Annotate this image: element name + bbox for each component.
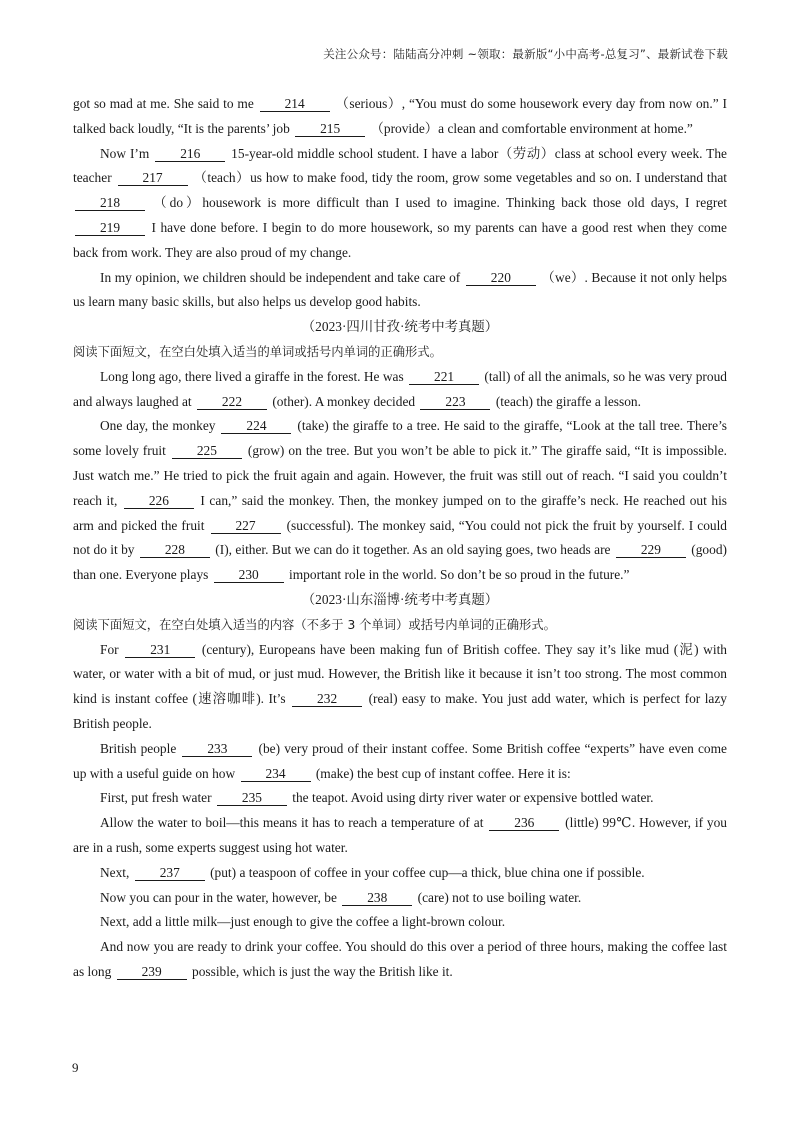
text-segment: （2023·四川甘孜·统考中考真题） (301, 319, 499, 335)
text-segment: I can,” said the monkey. Then, the monkey jumped on to the giraffe’s neck. He reached out his arm and picked the fruit (73, 492, 728, 533)
blank-226[interactable]: 226 (124, 494, 194, 509)
text-segment: And now you are ready to drink your coffee. You should do this over a period of three hours, making the coffee last as long (73, 939, 727, 979)
text-segment: (teach) the giraffe a lesson. (492, 393, 641, 409)
blank-220[interactable]: 220 (466, 271, 536, 286)
blank-215[interactable]: 215 (295, 122, 365, 137)
passage-paragraph (73, 266, 727, 316)
text-segment: (care) not to use boiling water. (414, 889, 582, 905)
passage-paragraph (73, 861, 727, 886)
blank-238[interactable]: 238 (342, 891, 412, 906)
text-segment: Now you can pour in the water, however, be (100, 889, 341, 905)
text-segment: First, put fresh water (100, 790, 215, 806)
passage-paragraph (73, 365, 727, 415)
passage-paragraph (73, 638, 727, 737)
text-segment: （do）housework is more difficult than I used to imagine. Thinking back those old days, I regret (147, 195, 727, 211)
text-segment: (other). A monkey decided (268, 393, 419, 409)
text-segment: (make) the best cup of instant coffee. Here it is: (312, 765, 571, 781)
blank-214[interactable]: 214 (260, 97, 330, 112)
blank-229[interactable]: 229 (616, 543, 686, 558)
question-source (73, 588, 727, 613)
text-segment: 阅读下面短文，在空白处填入适当的内容（不多于 3 个单词）或括号内单词的正确形式。 (73, 617, 556, 632)
text-segment: (tall) of all the animals, so he was very proud and always laughed at (73, 368, 727, 409)
text-segment: (be) very proud of their instant coffee. Some British coffee “experts” have even come up with a useful guide on how (73, 740, 727, 781)
text-segment: （serious）, “You must do some housework every day from now on.” I talked back loudly, “It is the parents’ job (73, 96, 727, 136)
text-segment: (little) 99℃. However, if you are in a rush, some experts suggest using hot water. (73, 815, 728, 855)
document-body (73, 92, 727, 985)
text-segment: （teach）us how to make food, tidy the room, grow some vegetables and so on. I understand that (189, 170, 727, 186)
blank-219[interactable]: 219 (75, 221, 145, 236)
passage-paragraph (73, 935, 727, 985)
text-segment: Long long ago, there lived a giraffe in the forest. He was (100, 368, 408, 384)
text-segment: British people (100, 740, 181, 756)
passage-paragraph (73, 414, 727, 588)
blank-235[interactable]: 235 (217, 791, 287, 806)
text-segment: 15-year-old middle school student. I have a labor（劳动）class at school every week. The teacher (73, 145, 727, 186)
blank-224[interactable]: 224 (221, 419, 291, 434)
passage-paragraph (73, 92, 727, 142)
passage-paragraph (73, 142, 727, 266)
text-segment: (put) a teaspoon of coffee in your coffee cup—a thick, blue china one if possible. (206, 864, 645, 880)
text-segment: Allow the water to boil—this means it has to reach a temperature of at (100, 815, 488, 831)
blank-223[interactable]: 223 (420, 395, 490, 410)
text-segment: Next, add a little milk—just enough to give the coffee a light-brown colour. (100, 914, 506, 930)
text-segment: got so mad at me. She said to me (73, 96, 258, 111)
text-segment: (I), either. But we can do it together. As an old saying goes, two heads are (211, 542, 614, 558)
text-segment: (real) easy to make. You just add water, which is perfect for lazy British people. (73, 691, 728, 731)
blank-218[interactable]: 218 (75, 196, 145, 211)
blank-232[interactable]: 232 (292, 692, 362, 707)
page-number: 9 (72, 1060, 79, 1075)
blank-228[interactable]: 228 (140, 543, 210, 558)
blank-234[interactable]: 234 (241, 767, 311, 782)
page-header: 关注公众号：陆陆高分冲刺 ~领取：最新版“小中高考-总复习”、最新试卷下载 (323, 47, 728, 61)
blank-239[interactable]: 239 (117, 965, 187, 980)
text-segment: I have done before. I begin to do more housework, so my parents can have a good rest when they come back from work. They are also proud of my change. (73, 219, 727, 260)
text-segment: （2023·山东淄博·统考中考真题） (301, 591, 499, 607)
text-segment: the teapot. Avoid using dirty river water or expensive bottled water. (288, 790, 654, 806)
instruction-text (73, 613, 727, 638)
blank-233[interactable]: 233 (182, 742, 252, 757)
passage-paragraph (73, 737, 727, 787)
text-segment: Now I’m (100, 145, 154, 161)
passage-paragraph (73, 886, 727, 911)
text-segment: 阅读下面短文，在空白处填入适当的单词或括号内单词的正确形式。 (73, 344, 442, 359)
blank-230[interactable]: 230 (214, 568, 284, 583)
text-segment: (century), Europeans have been making fun of British coffee. They say it’s like mud (泥) with water, or water with a bit of mud, or just mud. However, the British like it because it isn’t too strong. The most common kind is instant coffee (速溶咖啡). It’s (73, 641, 727, 707)
text-segment: For (100, 641, 124, 657)
text-segment: （provide）a clean and comfortable environment at home.” (367, 120, 693, 136)
text-segment: （we）. Because it not only helps us learn many basic skills, but also helps us develop good habits. (73, 269, 727, 310)
text-segment: (good) than one. Everyone plays (73, 542, 727, 583)
blank-236[interactable]: 236 (489, 816, 559, 831)
blank-216[interactable]: 216 (155, 147, 225, 162)
blank-221[interactable]: 221 (409, 370, 479, 385)
passage-paragraph (73, 910, 727, 935)
text-segment: possible, which is just the way the British like it. (188, 963, 453, 979)
text-segment: (take) the giraffe to a tree. He said to the giraffe, “Look at the tall tree. There’s some lovely fruit (73, 418, 727, 459)
text-segment: (grow) on the tree. But you won’t be able to pick it.” The giraffe said, “It is impossible. Just watch me.” He tried to pick the fruit again and again. However, the fruit was still out of reach. “I said you couldn’t reach it, (73, 443, 727, 508)
text-segment: (successful). The monkey said, “You could not pick the fruit by yourself. I could not do it by (73, 517, 728, 558)
blank-237[interactable]: 237 (135, 866, 205, 881)
blank-227[interactable]: 227 (211, 519, 281, 534)
text-segment: Next, (100, 864, 133, 880)
passage-paragraph (73, 811, 727, 861)
question-source (73, 315, 727, 340)
passage-paragraph (73, 786, 727, 811)
text-segment: important role in the world. So don’t be so proud in the future.” (285, 567, 630, 583)
blank-225[interactable]: 225 (172, 444, 242, 459)
text-segment: One day, the monkey (100, 418, 220, 434)
blank-231[interactable]: 231 (125, 643, 195, 658)
instruction-text (73, 340, 727, 365)
blank-222[interactable]: 222 (197, 395, 267, 410)
blank-217[interactable]: 217 (118, 171, 188, 186)
text-segment: In my opinion, we children should be independent and take care of (100, 269, 464, 285)
